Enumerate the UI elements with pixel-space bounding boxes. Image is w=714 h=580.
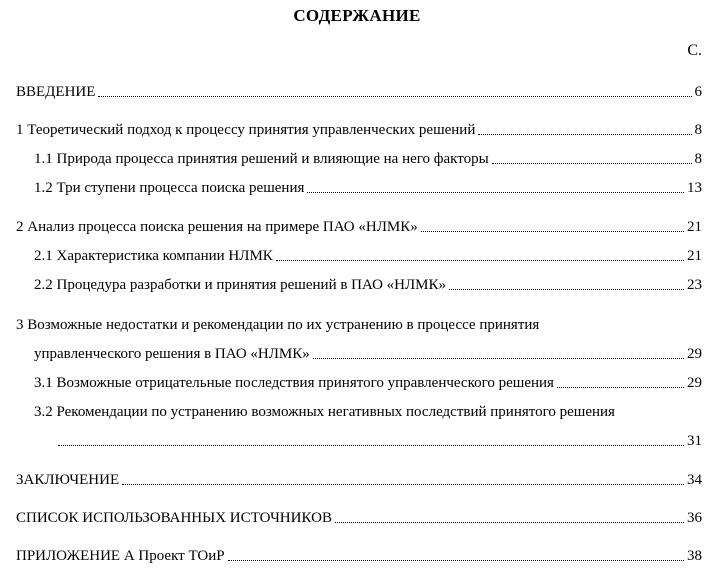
toc-leader [276,259,684,261]
toc-leader [478,133,691,135]
toc-entry-chapter-3[interactable] [34,344,702,364]
toc-entry-text: СПИСОК ИСПОЛЬЗОВАННЫХ ИСТОЧНИКОВ [16,510,332,526]
page-column-label: С. [687,42,702,59]
toc-entry-chapter-3-line1[interactable]: 3 Возможные недостатки и рекомендации по их устранению в процессе принятия [16,317,540,333]
toc-entry-page: 21 [687,248,702,264]
toc-entry-chapter-2[interactable] [16,217,702,237]
toc-entry-appendix[interactable] [16,546,702,566]
toc-entry-page: 8 [694,151,702,167]
toc-entry-conclusion[interactable] [16,470,702,490]
toc-leader [58,444,684,446]
toc-leader [98,95,691,97]
toc-leader [228,559,684,561]
toc-entry-chapter-1[interactable] [16,120,702,140]
toc-leader [421,230,684,232]
toc-entry-text: 2 Анализ процесса поиска решения на примере ПАО «НЛМК» [16,219,418,235]
toc-leader [335,521,684,523]
toc-entry-section-3-2[interactable] [58,431,702,451]
toc-entry-page: 8 [694,122,702,138]
toc-entry-section-1-1[interactable] [34,149,702,169]
toc-entry-text: ЗАКЛЮЧЕНИЕ [16,472,120,488]
toc-leader [557,386,684,388]
toc-entry-page: 36 [687,510,702,526]
toc-entry-text: 1.1 Природа процесса принятия решений и влияющие на него факторы [34,151,489,167]
toc-entry-section-2-1[interactable] [34,246,702,266]
toc-entry-page: 34 [687,472,702,488]
toc-entry-page: 21 [687,219,702,235]
toc-entry-page: 6 [694,84,702,100]
toc-entry-text: 1.2 Три ступени процесса поиска решения [34,180,305,196]
toc-entry-section-1-2[interactable] [34,178,702,198]
toc-leader [122,483,684,485]
toc-entry-text: 1 Теоретический подход к процессу принятия управленческих решений [16,122,476,138]
toc-entry-page: 29 [687,375,702,391]
toc-entry-page: 38 [687,548,702,564]
toc-entry-page: 13 [687,180,702,196]
toc-entry-text: 2.2 Процедура разработки и принятия решений в ПАО «НЛМК» [34,277,447,293]
toc-entry-section-2-2[interactable] [34,275,702,295]
toc-entry-page: 31 [687,433,702,449]
toc-leader [307,191,684,193]
document-title: СОДЕРЖАНИЕ [293,6,421,25]
toc-entry-section-3-2-line1[interactable]: 3.2 Рекомендации по устранению возможных негативных последствий принятого решения [34,404,615,420]
toc-leader [492,162,692,164]
toc-leader [313,357,684,359]
toc-entry-text: управленческого решения в ПАО «НЛМК» [34,346,310,362]
toc-entry-section-3-1[interactable] [34,373,702,393]
toc-entry-text: ПРИЛОЖЕНИЕ А Проект ТОиР [16,548,225,564]
toc-entry-text: ВВЕДЕНИЕ [16,84,96,100]
toc-entry-sources[interactable] [16,508,702,528]
toc-entry-page: 29 [687,346,702,362]
toc-entry-intro[interactable] [16,82,702,102]
toc-leader [449,288,684,290]
toc-entry-text: 3.1 Возможные отрицательные последствия принятого управленческого решения [34,375,554,391]
toc-entry-page: 23 [687,277,702,293]
toc-entry-text: 2.1 Характеристика компании НЛМК [34,248,273,264]
